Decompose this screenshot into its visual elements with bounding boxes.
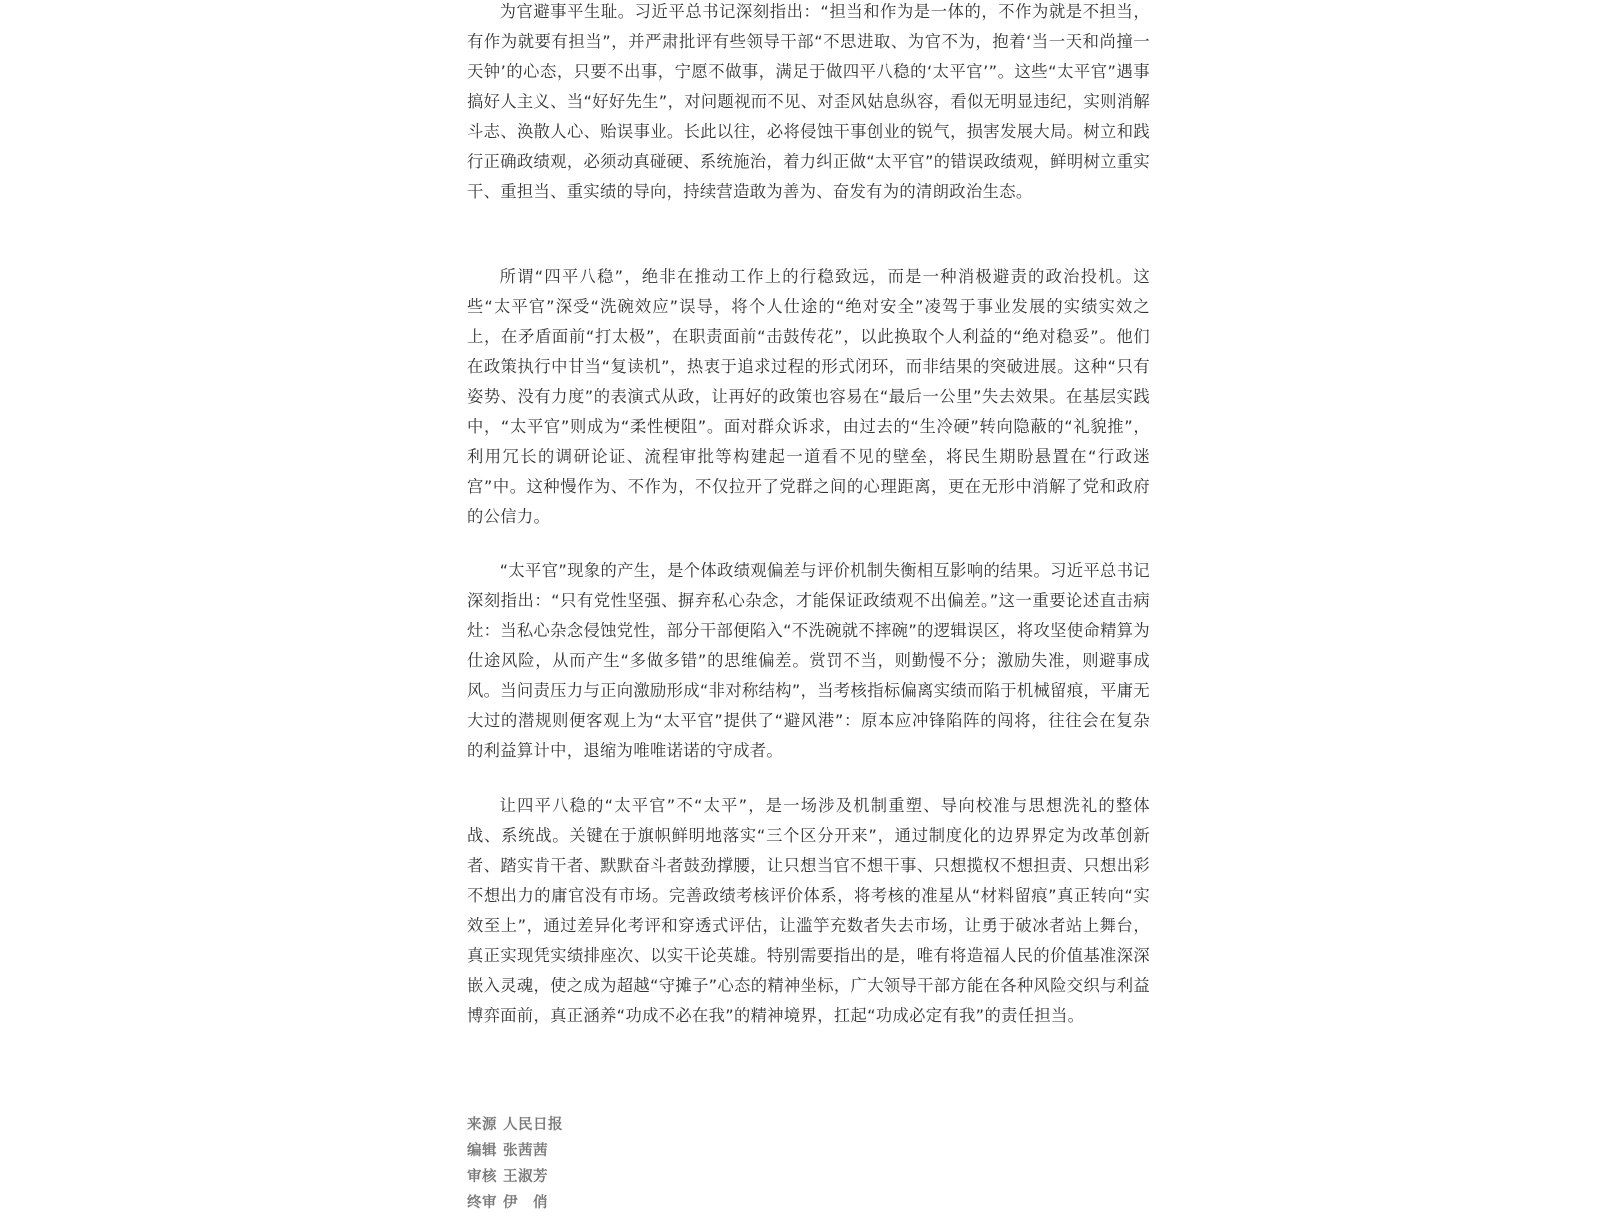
credit-reviewer	[467, 1164, 1150, 1190]
credit-label: 终审	[467, 1195, 497, 1211]
article-paragraph: “太平官”现象的产生，是个体政绩观偏差与评价机制失衡相互影响的结果。习近平总书记深刻指出：“只有党性坚强、摒弃私心杂念，才能保证政绩观不出偏差。”这一重要论述直击病灶：当私心杂念侵蚀党性，部分干部便陷入“不洗碗就不摔碗”的逻辑误区，将攻坚使命精算为仕途风险，从而产生“多做多错”的思维偏差。赏罚不当，则勤慢不分；激励失准，则避事成风。当问责压力与正向激励形成“非对称结构”，当考核指标偏离实绩而陷于机械留痕，平庸无大过的潜规则便客观上为“太平官”提供了“避风港”：原本应冲锋陷阵的闯将，往往会在复杂的利益算计中，退缩为唯唯诺诺的守成者。	[467, 561, 1150, 760]
credit-value: 伊 俏	[503, 1195, 548, 1211]
article-paragraph: 让四平八稳的“太平官”不“太平”，是一场涉及机制重塑、导向校准与思想洗礼的整体战、系统战。关键在于旗帜鲜明地落实“三个区分开来”，通过制度化的边界界定为改革创新者、踏实肯干者、默默奋斗者鼓劲撑腰，让只想当官不想干事、只想揽权不想担责、只想出彩不想出力的庸官没有市场。完善政绩考核评价体系，将考核的准星从“材料留痕”真正转向“实效至上”，通过差异化考评和穿透式评估，让滥竽充数者失去市场，让勇于破冰者站上舞台，真正实现凭实绩排座次、以实干论英雄。特别需要指出的是，唯有将造福人民的价值基准深深嵌入灵魂，使之成为超越“守摊子”心态的精神坐标，广大领导干部方能在各种风险交织与利益博弈面前，真正涵养“功成不必在我”的精神境界，扛起“功成必定有我”的责任担当。	[467, 796, 1150, 1025]
credit-label: 来源	[467, 1117, 497, 1133]
credit-value: 人民日报	[503, 1117, 563, 1133]
article-paragraph: 所谓“四平八稳”，绝非在推动工作上的行稳致远，而是一种消极避责的政治投机。这些“太平官”深受“洗碗效应”误导，将个人仕途的“绝对安全”凌驾于事业发展的实绩实效之上，在矛盾面前“打太极”，在职责面前“击鼓传花”，以此换取个人利益的“绝对稳妥”。他们在政策执行中甘当“复读机”，热衷于追求过程的形式闭环，而非结果的突破进展。这种“只有姿势、没有力度”的表演式从政，让再好的政策也容易在“最后一公里”失去效果。在基层实践中，“太平官”则成为“柔性梗阻”。面对群众诉求，由过去的“生冷硬”转向隐蔽的“礼貌推”，利用冗长的调研论证、流程审批等构建起一道看不见的壁垒，将民生期盼悬置在“行政迷宫”中。这种慢作为、不作为，不仅拉开了党群之间的心理距离，更在无形中消解了党和政府的公信力。	[467, 267, 1150, 526]
credit-source	[467, 1112, 1150, 1138]
credit-value: 张茜茜	[503, 1143, 548, 1159]
article-paragraph: 为官避事平生耻。习近平总书记深刻指出：“担当和作为是一体的，不作为就是不担当，有作为就要有担当”，并严肃批评有些领导干部“不思进取、为官不为，抱着‘当一天和尚撞一天钟’的心态，只要不出事，宁愿不做事，满足于做四平八稳的‘太平官’”。这些“太平官”遇事搞好人主义、当“好好先生”，对问题视而不见、对歪风姑息纵容，看似无明显违纪，实则消解斗志、涣散人心、贻误事业。长此以往，必将侵蚀干事创业的锐气，损害发展大局。树立和践行正确政绩观，必须动真碰硬、系统施治，着力纠正做“太平官”的错误政绩观，鲜明树立重实干、重担当、重实绩的导向，持续营造敢为善为、奋发有为的清朗政治生态。	[467, 2, 1150, 201]
credit-editor	[467, 1138, 1150, 1164]
credit-label: 审核	[467, 1169, 497, 1185]
credit-value: 王淑芳	[503, 1169, 548, 1185]
article-credits	[467, 1112, 1150, 1216]
credit-label: 编辑	[467, 1143, 497, 1159]
credit-final-reviewer	[467, 1190, 1150, 1216]
